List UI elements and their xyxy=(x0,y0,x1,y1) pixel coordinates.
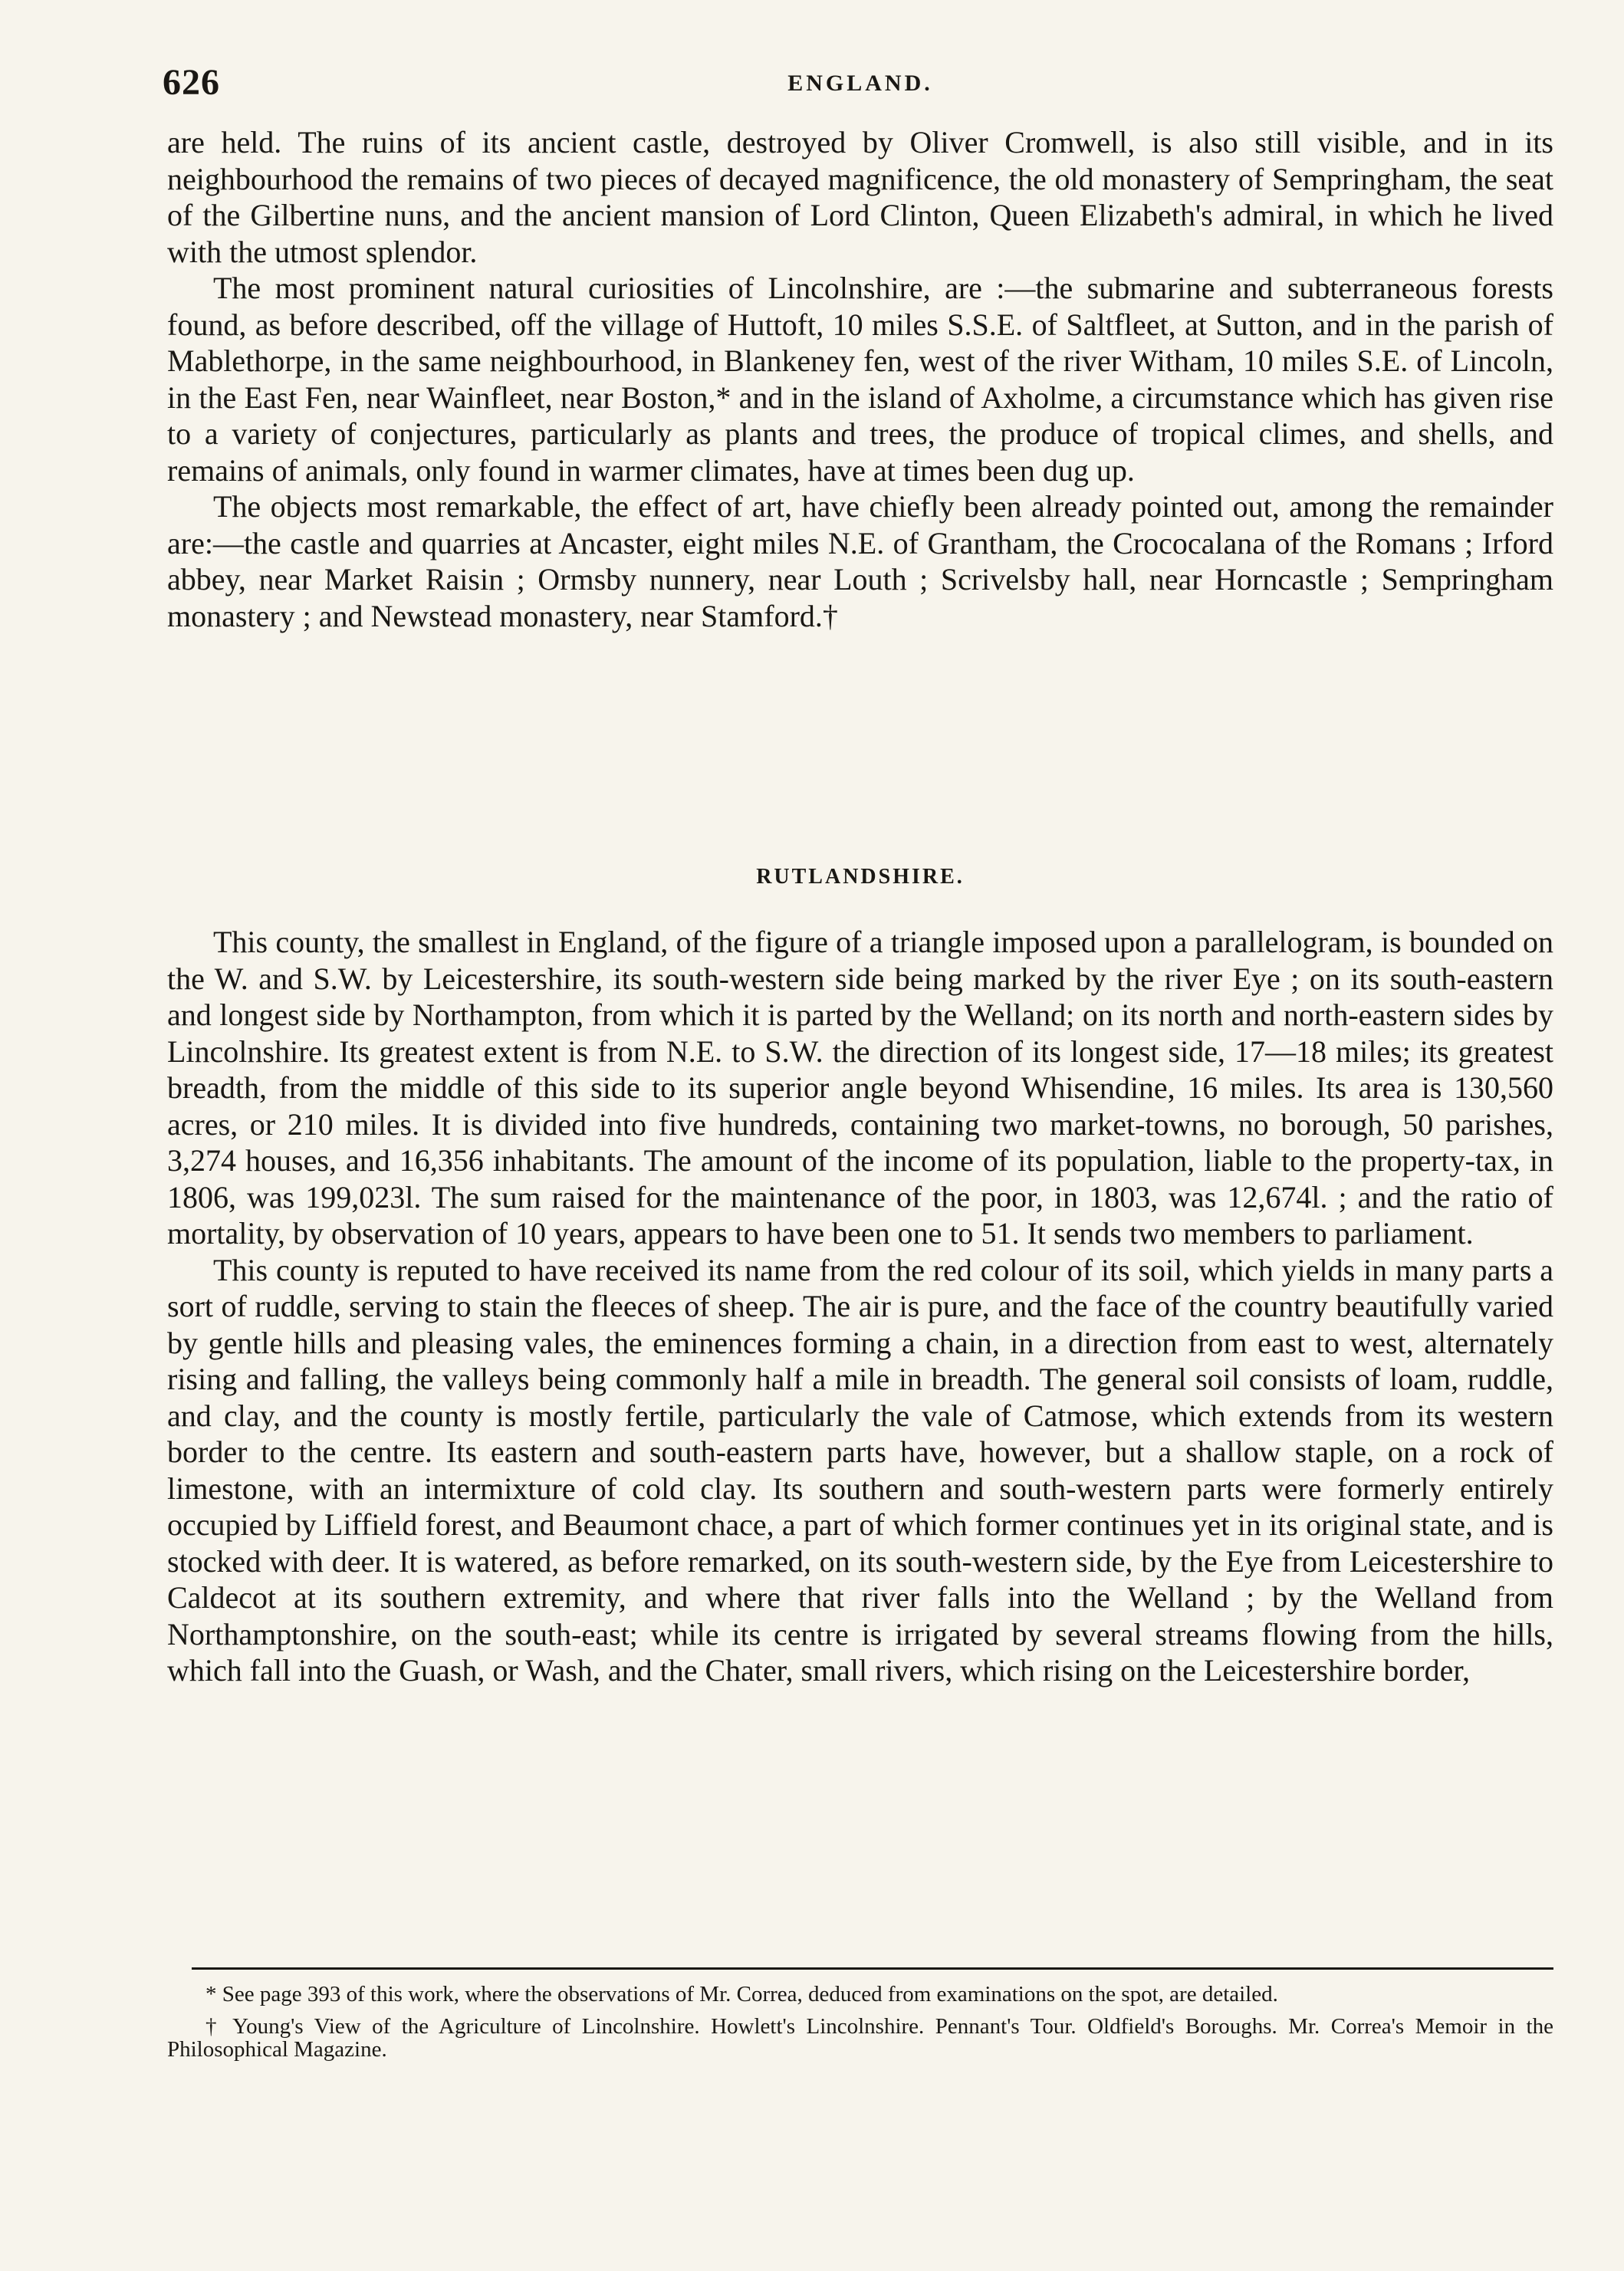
paragraph: This county, the smallest in England, of the figure of a triangle imposed upon a parallelogram, is bounded on the W. and S.W. by Leicestershire, its south-western side being marked by the river Eye ; on its south-eastern and longest side by Northampton, from which it is parted by the Welland; on its north and north-eastern sides by Lincolnshire. Its greatest extent is from N.E. to S.W. the direction of its longest side, 17—18 miles; its greatest breadth, from the middle of this side to its superior angle beyond Whisendine, 16 miles. Its area is 130,560 acres, or 210 miles. It is divided into five hundreds, containing two market-towns, no borough, 50 parishes, 3,274 houses, and 16,356 inhabitants. The amount of the income of its population, liable to the property-tax, in 1806, was 199,023l. The sum raised for the maintenance of the poor, in 1803, was 12,674l. ; and the ratio of mortality, by observation of 10 years, appears to have been one to 51. It sends two members to parliament. xyxy=(167,925,1553,1251)
paragraph: The objects most remarkable, the effect of art, have chiefly been already pointed out, among the remainder are:—the castle and quarries at Ancaster, eight miles N.E. of Grantham, the Crococalana of the Romans ; Irford abbey, near Market Raisin ; Ormsby nunnery, near Louth ; Scrivelsby hall, near Horncastle ; Sempringham monastery ; and Newstead monastery, near Stamford.† xyxy=(167,489,1553,633)
paragraph: The most prominent natural curiosities of Lincolnshire, are :—the submarine and subterraneous forests found, as before described, off the village of Huttoft, 10 miles S.S.E. of Saltfleet, at Sutton, and in the parish of Mablethorpe, in the same neighbourhood, in Blankeney fen, west of the river Witham, 10 miles S.E. of Lincoln, in the East Fen, near Wainfleet, near Boston,* and in the island of Axholme, a circumstance which has given rise to a variety of conjectures, particularly as plants and trees, the produce of tropical climes, and shells, and remains of animals, only found in warmer climates, have at times been dug up. xyxy=(167,271,1553,488)
lincolnshire-text xyxy=(167,124,1553,634)
footnote-rule xyxy=(192,1967,1553,1970)
rutlandshire-text xyxy=(167,924,1553,1689)
footnotes xyxy=(167,1983,1553,2070)
page-number: 626 xyxy=(163,62,220,103)
footnote: * See page 393 of this work, where the observations of Mr. Correa, deduced from examinations on the spot, are detailed. xyxy=(205,1982,1278,2006)
page-header xyxy=(163,61,1558,107)
section-heading: RUTLANDSHIRE. xyxy=(756,865,965,889)
running-head: ENGLAND. xyxy=(787,71,933,96)
paragraph: are held. The ruins of its ancient castle, destroyed by Oliver Cromwell, is also still visible, and in its neighbourhood the remains of two pieces of decayed magnificence, the old monastery of Sempringham, the seat of the Gilbertine nuns, and the ancient mansion of Lord Clinton, Queen Elizabeth's admiral, in which he lived with the utmost splendor. xyxy=(167,125,1553,269)
footnote: † Young's View of the Agriculture of Lincolnshire. Howlett's Lincolnshire. Pennant's Tour. Oldfield's Boroughs. Mr. Correa's Memoir in the Philosophical Magazine. xyxy=(167,2014,1553,2062)
paragraph: This county is reputed to have received its name from the red colour of its soil, which yields in many parts a sort of ruddle, serving to stain the fleeces of sheep. The air is pure, and the face of the country beautifully varied by gentle hills and pleasing vales, the eminences forming a chain, in a direction from east to west, alternately rising and falling, the valleys being commonly half a mile in breadth. The general soil consists of loam, ruddle, and clay, and the county is mostly fertile, particularly the vale of Catmose, which extends from its western border to the centre. Its eastern and south-eastern parts have, however, but a shallow staple, on a rock of limestone, with an intermixture of cold clay. Its southern and south-western parts were formerly entirely occupied by Liffield forest, and Beaumont chace, a part of which former continues yet in its original state, and is stocked with deer. It is watered, as before remarked, on its south-western side, by the Eye from Leicestershire to Caldecot at its southern extremity, and where that river falls into the Welland ; by the Welland from Northamptonshire, on the south-east; while its centre is irrigated by several streams flowing from the hills, which fall into the Guash, or Wash, and the Chater, small rivers, which rising on the Leicestershire border, xyxy=(167,1252,1553,1688)
